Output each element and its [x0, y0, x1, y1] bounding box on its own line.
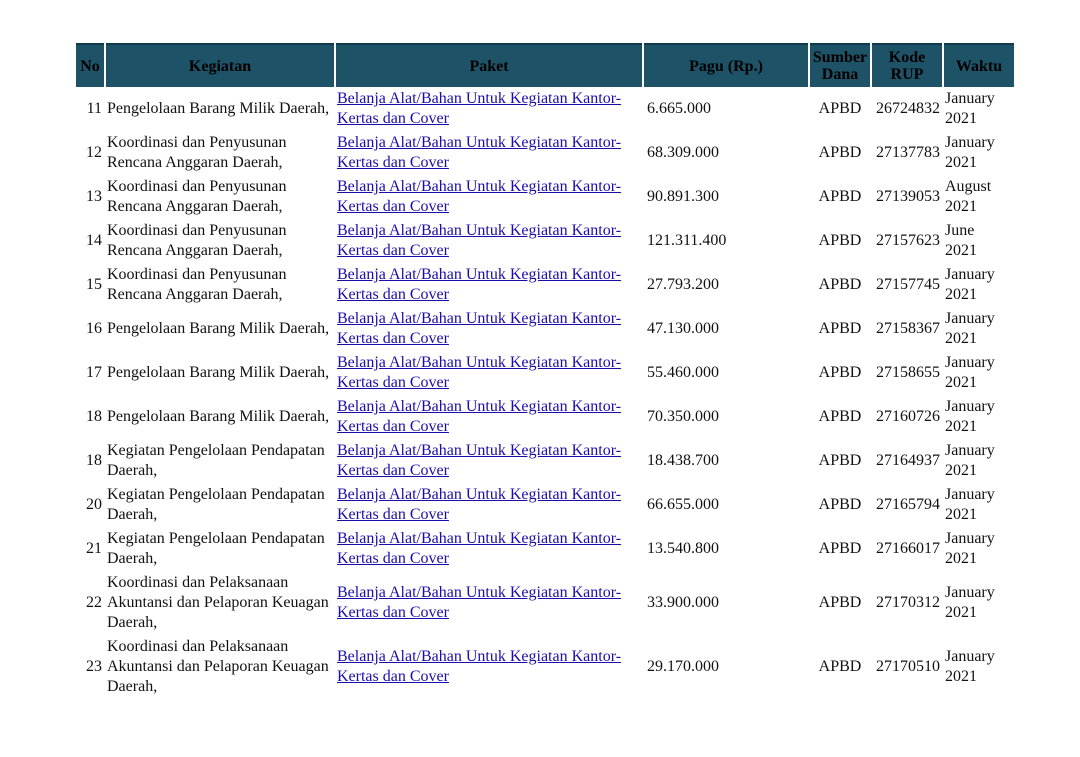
cell-sumber-dana: APBD	[818, 100, 862, 117]
cell-kode-rup: 26724832	[876, 100, 940, 117]
cell-kegiatan: Koordinasi dan Penyusunan Rencana Anggaran Daerah,	[107, 266, 287, 303]
cell-kegiatan: Pengelolaan Barang Milik Daerah,	[107, 100, 330, 117]
header-kegiatan: Kegiatan	[106, 43, 334, 87]
cell-no: 18	[86, 452, 102, 469]
cell-kode-rup: 27170312	[876, 594, 940, 611]
header-sumber-dana	[810, 43, 870, 87]
paket-link[interactable]: Belanja Alat/Bahan Untuk Kegiatan Kantor-Kertas dan Cover	[337, 648, 622, 685]
header-sumber-line1: Sumber	[812, 49, 868, 66]
waktu-month: January	[945, 584, 995, 601]
paket-link[interactable]: Belanja Alat/Bahan Untuk Kegiatan Kantor-Kertas dan Cover	[337, 584, 622, 621]
waktu-month: August	[945, 178, 992, 195]
cell-paket	[336, 571, 642, 635]
waktu-month: January	[945, 442, 995, 459]
cell-kode-rup: 27158655	[876, 364, 940, 381]
header-pagu: Pagu (Rp.)	[644, 43, 808, 87]
cell-kode-rup: 27160726	[876, 408, 940, 425]
cell-sumber-dana: APBD	[818, 408, 862, 425]
cell-sumber-dana: APBD	[818, 452, 862, 469]
waktu-month: January	[945, 648, 995, 665]
cell-sumber-dana: APBD	[818, 364, 862, 381]
table-row	[76, 219, 1014, 263]
cell-waktu	[944, 87, 1014, 131]
cell-kegiatan: Pengelolaan Barang Milik Daerah,	[107, 408, 330, 425]
cell-sumber-dana: APBD	[818, 276, 862, 293]
cell-kode-rup: 27157745	[876, 276, 940, 293]
cell-sumber-dana: APBD	[818, 540, 862, 557]
cell-kegiatan: Koordinasi dan Pelaksanaan Akuntansi dan Pelaporan Keuagan Daerah,	[107, 638, 329, 695]
cell-pagu: 70.350.000	[647, 408, 719, 425]
cell-pagu: 90.891.300	[647, 188, 719, 205]
table-row	[76, 87, 1014, 131]
header-kode-rup	[872, 43, 942, 87]
table-row	[76, 351, 1014, 395]
cell-kegiatan: Kegiatan Pengelolaan Pendapatan Daerah,	[107, 486, 325, 523]
waktu-year: 2021	[945, 286, 977, 303]
cell-sumber-dana: APBD	[818, 144, 862, 161]
cell-kegiatan: Pengelolaan Barang Milik Daerah,	[107, 320, 330, 337]
cell-no: 17	[86, 364, 102, 381]
table-row	[76, 635, 1014, 699]
cell-pagu: 121.311.400	[647, 232, 727, 249]
cell-sumber-dana: APBD	[818, 188, 862, 205]
paket-link[interactable]: Belanja Alat/Bahan Untuk Kegiatan Kantor-Kertas dan Cover	[337, 266, 622, 303]
waktu-month: January	[945, 266, 995, 283]
cell-kegiatan: Koordinasi dan Penyusunan Rencana Anggaran Daerah,	[107, 134, 287, 171]
waktu-month: January	[945, 530, 995, 547]
cell-kegiatan: Kegiatan Pengelolaan Pendapatan Daerah,	[107, 530, 325, 567]
paket-link[interactable]: Belanja Alat/Bahan Untuk Kegiatan Kantor-Kertas dan Cover	[337, 178, 622, 215]
cell-pagu: 33.900.000	[647, 594, 719, 611]
cell-kode-rup: 27165794	[876, 496, 940, 513]
cell-waktu	[944, 131, 1014, 175]
cell-no: 15	[86, 276, 102, 293]
paket-link[interactable]: Belanja Alat/Bahan Untuk Kegiatan Kantor-Kertas dan Cover	[337, 134, 622, 171]
cell-sumber-dana: APBD	[818, 496, 862, 513]
cell-waktu	[944, 483, 1014, 527]
paket-link[interactable]: Belanja Alat/Bahan Untuk Kegiatan Kantor-Kertas dan Cover	[337, 398, 622, 435]
cell-pagu: 6.665.000	[647, 100, 711, 117]
table-row	[76, 307, 1014, 351]
waktu-year: 2021	[945, 110, 977, 127]
cell-kegiatan: Koordinasi dan Penyusunan Rencana Anggaran Daerah,	[107, 222, 287, 259]
cell-paket	[336, 131, 642, 175]
header-sumber-line2: Dana	[821, 66, 859, 83]
paket-link[interactable]: Belanja Alat/Bahan Untuk Kegiatan Kantor-Kertas dan Cover	[337, 354, 622, 391]
paket-link[interactable]: Belanja Alat/Bahan Untuk Kegiatan Kantor-Kertas dan Cover	[337, 222, 622, 259]
cell-paket	[336, 395, 642, 439]
cell-kegiatan: Pengelolaan Barang Milik Daerah,	[107, 364, 330, 381]
cell-waktu	[944, 307, 1014, 351]
waktu-year: 2021	[945, 154, 977, 171]
cell-paket	[336, 263, 642, 307]
waktu-year: 2021	[945, 668, 977, 685]
cell-kode-rup: 27170510	[876, 658, 940, 675]
cell-waktu	[944, 351, 1014, 395]
paket-link[interactable]: Belanja Alat/Bahan Untuk Kegiatan Kantor-Kertas dan Cover	[337, 310, 622, 347]
cell-waktu	[944, 175, 1014, 219]
waktu-month: January	[945, 90, 995, 107]
table-row	[76, 131, 1014, 175]
cell-kegiatan: Koordinasi dan Penyusunan Rencana Anggaran Daerah,	[107, 178, 287, 215]
cell-kode-rup: 27158367	[876, 320, 940, 337]
waktu-month: January	[945, 134, 995, 151]
cell-no: 11	[86, 100, 102, 117]
header-row	[76, 43, 1014, 87]
cell-waktu	[944, 571, 1014, 635]
cell-kode-rup: 27137783	[876, 144, 940, 161]
table-row	[76, 395, 1014, 439]
waktu-month: January	[945, 354, 995, 371]
cell-kode-rup: 27139053	[876, 188, 940, 205]
waktu-year: 2021	[945, 462, 977, 479]
cell-no: 18	[86, 408, 102, 425]
cell-waktu	[944, 219, 1014, 263]
waktu-year: 2021	[945, 418, 977, 435]
paket-link[interactable]: Belanja Alat/Bahan Untuk Kegiatan Kantor-Kertas dan Cover	[337, 530, 622, 567]
paket-link[interactable]: Belanja Alat/Bahan Untuk Kegiatan Kantor-Kertas dan Cover	[337, 486, 622, 523]
cell-kode-rup: 27157623	[876, 232, 940, 249]
cell-waktu	[944, 527, 1014, 571]
header-paket: Paket	[336, 43, 642, 87]
cell-no: 13	[86, 188, 102, 205]
header-waktu: Waktu	[944, 43, 1014, 87]
cell-kode-rup: 27164937	[876, 452, 940, 469]
cell-no: 23	[86, 658, 102, 675]
cell-kegiatan: Koordinasi dan Pelaksanaan Akuntansi dan Pelaporan Keuagan Daerah,	[107, 574, 329, 631]
waktu-month: June	[945, 222, 975, 239]
cell-paket	[336, 483, 642, 527]
cell-no: 14	[86, 232, 102, 249]
cell-no: 22	[86, 594, 102, 611]
header-no: No	[76, 43, 104, 87]
waktu-year: 2021	[945, 242, 977, 259]
waktu-month: January	[945, 398, 995, 415]
waktu-year: 2021	[945, 330, 977, 347]
document-page	[76, 43, 1016, 699]
cell-paket	[336, 439, 642, 483]
waktu-year: 2021	[945, 604, 977, 621]
cell-pagu: 68.309.000	[647, 144, 719, 161]
cell-no: 21	[86, 540, 102, 557]
cell-pagu: 27.793.200	[647, 276, 719, 293]
cell-sumber-dana: APBD	[818, 594, 862, 611]
cell-no: 20	[86, 496, 102, 513]
cell-waktu	[944, 439, 1014, 483]
cell-paket	[336, 635, 642, 699]
cell-sumber-dana: APBD	[818, 658, 862, 675]
cell-kegiatan: Kegiatan Pengelolaan Pendapatan Daerah,	[107, 442, 325, 479]
table-row	[76, 263, 1014, 307]
cell-paket	[336, 527, 642, 571]
table-row	[76, 439, 1014, 483]
waktu-year: 2021	[945, 374, 977, 391]
paket-link[interactable]: Belanja Alat/Bahan Untuk Kegiatan Kantor-Kertas dan Cover	[337, 90, 622, 127]
waktu-year: 2021	[945, 198, 977, 215]
cell-waktu	[944, 635, 1014, 699]
cell-paket	[336, 87, 642, 131]
cell-kode-rup: 27166017	[876, 540, 940, 557]
cell-waktu	[944, 395, 1014, 439]
table-header	[76, 43, 1014, 87]
cell-no: 16	[86, 320, 102, 337]
header-kode-line1: Kode	[888, 49, 926, 66]
cell-pagu: 18.438.700	[647, 452, 719, 469]
cell-pagu: 13.540.800	[647, 540, 719, 557]
cell-pagu: 47.130.000	[647, 320, 719, 337]
waktu-year: 2021	[945, 506, 977, 523]
cell-paket	[336, 307, 642, 351]
table-row	[76, 527, 1014, 571]
cell-paket	[336, 351, 642, 395]
paket-link[interactable]: Belanja Alat/Bahan Untuk Kegiatan Kantor-Kertas dan Cover	[337, 442, 622, 479]
cell-pagu: 55.460.000	[647, 364, 719, 381]
rup-table	[74, 43, 1016, 699]
waktu-year: 2021	[945, 550, 977, 567]
table-body	[76, 87, 1014, 699]
cell-pagu: 66.655.000	[647, 496, 719, 513]
table-row	[76, 483, 1014, 527]
table-row	[76, 571, 1014, 635]
cell-sumber-dana: APBD	[818, 232, 862, 249]
cell-paket	[336, 219, 642, 263]
cell-pagu: 29.170.000	[647, 658, 719, 675]
cell-waktu	[944, 263, 1014, 307]
cell-sumber-dana: APBD	[818, 320, 862, 337]
table-row	[76, 175, 1014, 219]
cell-no: 12	[86, 144, 102, 161]
waktu-month: January	[945, 486, 995, 503]
cell-paket	[336, 175, 642, 219]
waktu-month: January	[945, 310, 995, 327]
header-kode-line2: RUP	[890, 66, 924, 83]
